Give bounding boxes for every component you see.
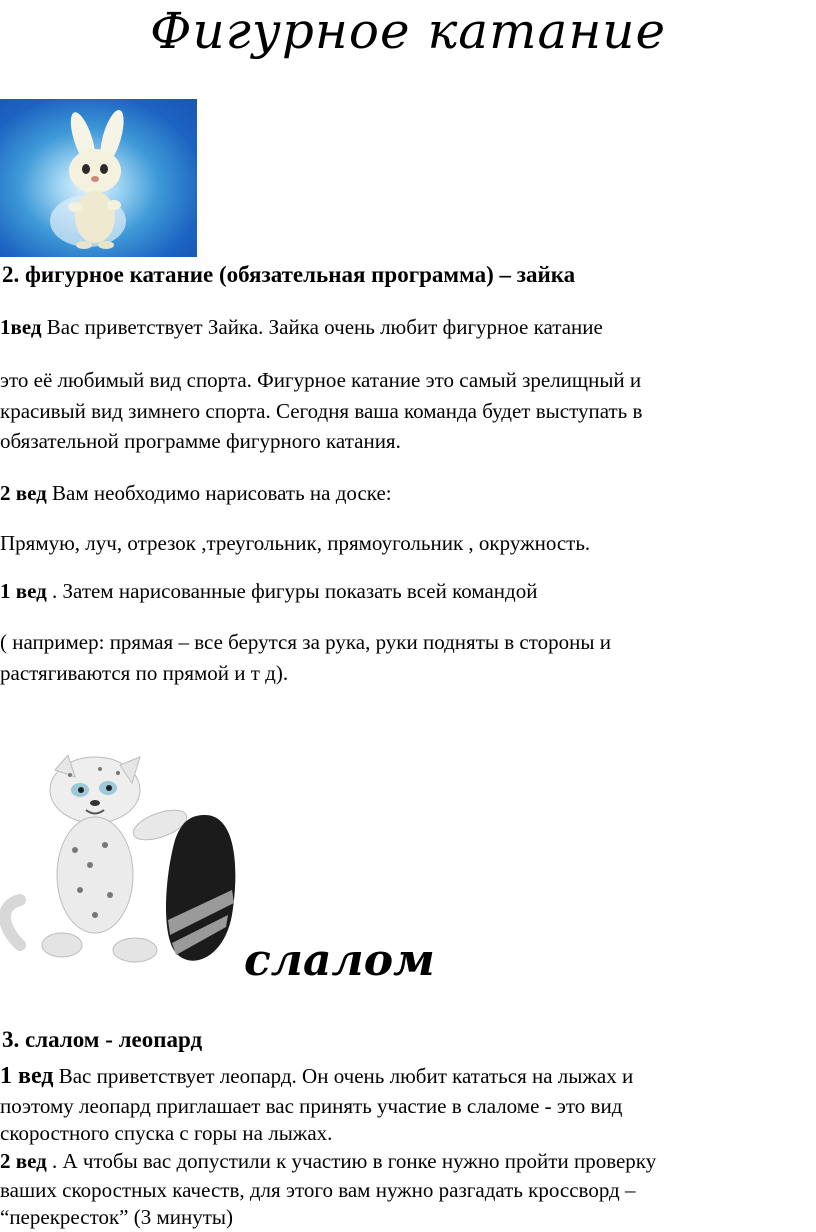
section2-line: растягиваются по прямой и т д). [0,661,289,685]
slalom-caption: слалом [244,935,435,986]
section3-line: ваших скоростных качеств, для этого вам нужно разгадать кроссворд – [0,1178,636,1202]
section3-line: “перекресток” (3 минуты) [0,1205,234,1229]
section2-heading: 2. фигурное катание (обязательная программа) – зайка [2,262,576,287]
bunny-illustration [0,99,197,257]
section3-heading: 3. слалом - леопард [2,1027,203,1052]
section2-line: 1вед Вас приветствует Зайка. Зайка очень любит фигурное катание [0,315,603,339]
section2-line: Прямую, луч, отрезок ,треугольник, прямоугольник , окружность. [0,531,591,555]
section2-line: 2 вед Вам необходимо нарисовать на доске: [0,481,392,505]
section3-line: 1 вед Вас приветствует леопард. Он очень любит кататься на лыжах и [0,1063,634,1089]
bunny-mascot-image [0,99,197,257]
section3-line: 2 вед . А чтобы вас допустили к участию в гонке нужно пройти проверку [0,1149,657,1173]
page-title: Фигурное катание [149,2,667,60]
section2-line: 1 вед . Затем нарисованные фигуры показать всей командой [0,579,538,603]
section2-line: красивый вид зимнего спорта. Сегодня ваша команда будет выступать в [0,399,643,423]
section3-line: скоростного спуска с горы на лыжах. [0,1121,333,1145]
section2-line: это её любимый вид спорта. Фигурное катание это самый зрелищный и [0,368,642,392]
leopard-illustration [0,755,245,977]
section3-line: поэтому леопард приглашает вас принять участие в слаломе - это вид [0,1094,623,1118]
leopard-mascot-image [0,755,245,977]
section2-line: ( например: прямая – все берутся за рука, руки подняты в стороны и [0,630,611,654]
section2-line: обязательной программе фигурного катания. [0,429,401,453]
